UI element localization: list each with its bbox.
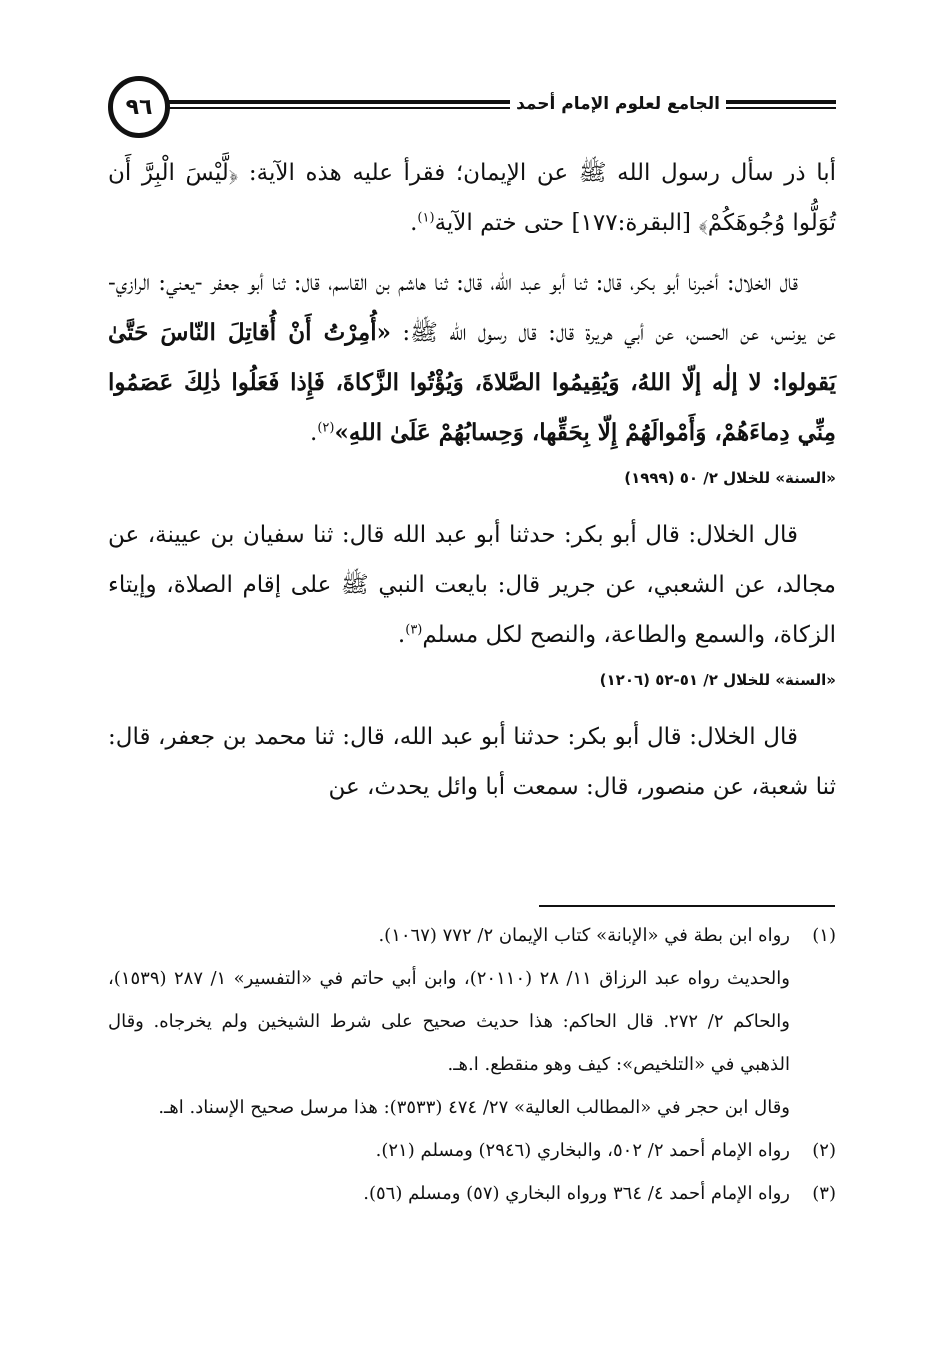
main-text bbox=[108, 148, 836, 812]
footnote-2 bbox=[108, 1129, 836, 1172]
footnote-2-text: رواه الإمام أحمد ٢/ ٥٠٢، والبخاري (٢٩٤٦) ومسلم (٢١). bbox=[375, 1140, 790, 1161]
footnote-separator bbox=[539, 905, 835, 907]
footnote-ref-1: (١) bbox=[417, 210, 435, 226]
footnote-ref-3: (٣) bbox=[405, 622, 423, 638]
header-rule-bottom bbox=[164, 107, 836, 109]
source-citation-1: «السنة» للخلال ٢/ ٥٠ (١٩٩٩) bbox=[624, 469, 836, 487]
footnote-2-number: (٢) bbox=[812, 1140, 836, 1161]
paragraph-3: قال الخلال: قال أبو بكر: حدثنا أبو عبد الله قال: ثنا سفيان بن عيينة، عن مجالد، عن الشعبي، عن جرير قال: بايعت النبي ﷺ على إقام الصلاة، وإيتاء الزكاة، والسمع والطاعة، والنصح لكل مسلم$^{(٣)}$. bbox=[108, 522, 836, 648]
footnote-3 bbox=[108, 1172, 836, 1215]
footnote-3-text: رواه الإمام أحمد ٤/ ٣٦٤ ورواه البخاري (٥٧) ومسلم (٥٦). bbox=[363, 1183, 790, 1204]
footnote-3-number: (٣) bbox=[812, 1183, 836, 1204]
footnotes bbox=[108, 914, 836, 1215]
footnote-1-number: (١) bbox=[812, 925, 836, 946]
page-number-badge: ٩٦ bbox=[108, 76, 170, 138]
paragraph-2: قال الخلال: أخبرنا أبو بكر، قال: ثنا أبو عبد الله، قال: ثنا هاشم بن القاسم، قال: ثنا أبو جعفر -يعني: الرازي- عن يونس، عن الحسن، عن أبي هريرة قال: قال رسول الله ﷺ: «أُمِرْتُ أَنْ أُقاتِلَ النّاسَ حَتَّىٰ يَقولوا: لا إلٰه إلّا اللهُ، وَيُقِيمُوا الصَّلاةَ، وَيُؤْتُوا الزَّكاةَ، فَإِذا فَعَلُوا ذٰلِكَ عَصَمُوا مِنِّي دِماءَهُمْ، وَأَمْوالَهُمْ إِلّا بِحَقِّها، وَحِسابُهُمْ عَلَىٰ اللهِ»$^{(٢)}$. bbox=[108, 270, 836, 446]
page-header bbox=[108, 76, 836, 146]
footnote-ref-2: (٢) bbox=[317, 420, 335, 436]
footnote-1-continuation: والحديث رواه عبد الرزاق ١١/ ٢٨ (٢٠١١٠)، وابن أبي حاتم في «التفسير» ١/ ٢٨٧ (١٥٣٩)، والحاكم ٢/ ٢٧٢. قال الحاكم: هذا حديث صحيح على شرط الشيخين ولم يخرجاه. وقال الذهبي في «التلخيص»: كيف وهو منقطع. ا.هـ. bbox=[108, 968, 790, 1075]
hadith-text: «أُمِرْتُ أَنْ أُقاتِلَ النّاسَ حَتَّىٰ يَقولوا: لا إلٰه إلّا اللهُ، وَيُقِيمُوا الصَّلاةَ، وَيُؤْتُوا الزَّكاةَ، فَإِذا فَعَلُوا ذٰلِكَ عَصَمُوا مِنِّي دِماءَهُمْ، وَأَمْوالَهُمْ إِلّا بِحَقِّها، وَحِسابُهُمْ عَلَىٰ اللهِ» bbox=[108, 319, 836, 446]
book-title: الجامع لعلوم الإمام أحمد bbox=[510, 94, 726, 114]
paragraph-2-intro: قال الخلال: أخبرنا أبو بكر، قال: ثنا أبو عبد الله، قال: ثنا هاشم بن القاسم، قال: ثنا أبو جعفر -يعني: الرازي- عن يونس، عن الحسن، عن أبي هريرة قال: قال رسول الله ﷺ: bbox=[108, 270, 836, 346]
header-rule-top bbox=[164, 100, 836, 104]
footnote-1 bbox=[108, 914, 836, 957]
paragraph-4: قال الخلال: قال أبو بكر: حدثنا أبو عبد الله، قال: ثنا محمد بن جعفر، قال: ثنا شعبة، عن منصور، قال: سمعت أبا وائل يحدث، عن bbox=[108, 724, 836, 800]
footnote-1-continuation-2: وقال ابن حجر في «المطالب العالية» ٢٧/ ٤٧٤ (٣٥٣٣): هذا مرسل صحيح الإسناد. اهـ. bbox=[158, 1097, 790, 1118]
paragraph-1: أبا ذر سأل رسول الله ﷺ عن الإيمان؛ فقرأ عليه هذه الآية: ﴿لَّيْسَ الْبِرَّ أَن تُوَلُّوا وُجُوهَكُمْ﴾ [البقرة:١٧٧] حتى ختم الآية$^{(١)}$. bbox=[108, 160, 836, 236]
footnote-1-text: رواه ابن بطة في «الإبانة» كتاب الإيمان ٢/ ٧٧٢ (١٠٦٧). bbox=[378, 925, 790, 946]
source-citation-2: «السنة» للخلال ٢/ ٥١-٥٢ (١٢٠٦) bbox=[599, 671, 836, 689]
paragraph-3-text: قال الخلال: قال أبو بكر: حدثنا أبو عبد الله قال: ثنا سفيان بن عيينة، عن مجالد، عن الشعبي، عن جرير قال: بايعت النبي ﷺ على إقام الصلاة، وإيتاء الزكاة، والسمع والطاعة، والنصح لكل مسلم bbox=[108, 522, 836, 648]
paragraph-1-text: أبا ذر سأل رسول الله ﷺ عن الإيمان؛ فقرأ عليه هذه الآية: ﴿لَّيْسَ الْبِرَّ أَن تُوَلُّوا وُجُوهَكُمْ﴾ [البقرة:١٧٧] حتى ختم الآية bbox=[108, 160, 836, 236]
